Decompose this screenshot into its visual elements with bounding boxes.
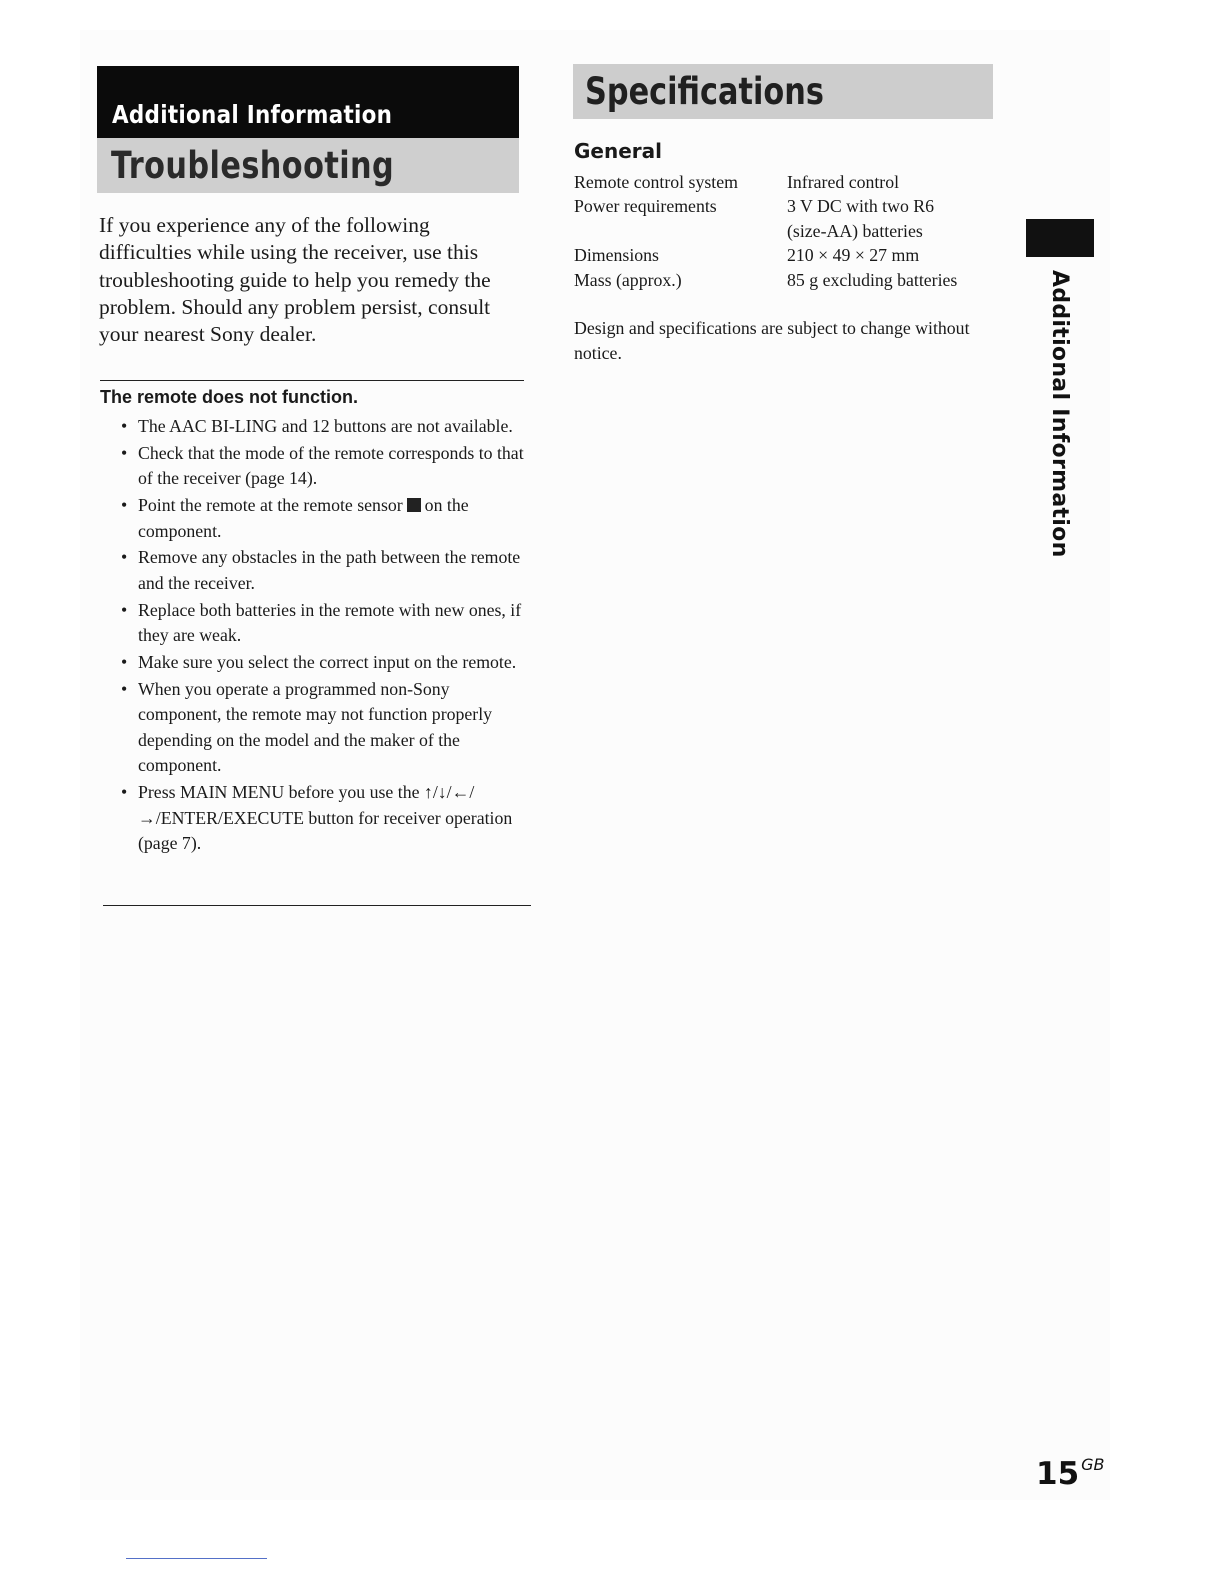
solution-item-3	[118, 493, 528, 544]
solution-item-4: • Remove any obstacles in the path between the remote and the receiver.	[118, 545, 528, 596]
page-number-value: 15	[1036, 1456, 1080, 1492]
spec-label-mass: Mass (approx.)	[574, 270, 682, 290]
solution-item-3-text-end: on the component.	[138, 495, 469, 541]
solution-item-1: • The AAC BI-LING and 12 buttons are not available.	[118, 414, 528, 440]
remote-sensor-icon	[407, 498, 421, 512]
spec-value-dimensions: 210 × 49 × 27 mm	[787, 245, 920, 265]
spec-value-remote-control: Infrared control	[787, 172, 900, 192]
footer-line	[126, 1558, 267, 1559]
solution-item-7: • When you operate a programmed non-Sony component, the remote may not function properly depending on the model and the maker of the component.	[118, 677, 528, 779]
spec-label-remote-control: Remote control system	[574, 172, 738, 192]
page-number	[1036, 1455, 1105, 1492]
specifications-title-bar	[573, 64, 993, 119]
spec-label-dimensions: Dimensions	[574, 245, 659, 265]
section-header-bar	[97, 66, 519, 138]
spec-label-power: Power requirements	[574, 196, 717, 216]
specifications-notice: Design and specifications are subject to change without notice.	[574, 318, 970, 363]
solution-item-3-text-start: Point the remote at the remote sensor	[138, 495, 403, 516]
solution-item-2: • Check that the mode of the remote corresponds to that of the receiver (page 14).	[118, 441, 528, 492]
troubleshooting-title: Troubleshooting	[111, 144, 395, 187]
top-rule	[100, 380, 524, 381]
solution-list	[118, 414, 528, 858]
problem-heading: The remote does not function.	[100, 387, 359, 407]
specifications-title: Specifications	[585, 70, 824, 113]
solution-item-6: • Make sure you select the correct input on the remote.	[118, 650, 528, 676]
section-header-label: Additional Information	[112, 100, 393, 129]
spec-value-mass: 85 g excluding batteries	[787, 270, 958, 290]
page-number-suffix: GB	[1081, 1455, 1105, 1474]
bottom-rule	[103, 905, 531, 906]
troubleshooting-intro: If you experience any of the following difficulties while using the receiver, use this troubleshooting guide to help you remedy the problem. Should any problem persist, consult your nearest Sony dealer.	[99, 213, 491, 347]
spec-value-power: 3 V DC with two R6 (size-AA) batteries	[787, 196, 935, 241]
solution-item-5: • Replace both batteries in the remote with new ones, if they are weak.	[118, 598, 528, 649]
side-section-label: Additional Information	[1047, 270, 1072, 558]
solution-item-8: • Press MAIN MENU before you use the ↑/↓/←/→/ENTER/EXECUTE button for receiver operation (page 7).	[118, 780, 528, 857]
section-tab-marker	[1026, 219, 1094, 257]
general-heading: General	[574, 139, 662, 163]
troubleshooting-title-bar	[97, 138, 519, 193]
